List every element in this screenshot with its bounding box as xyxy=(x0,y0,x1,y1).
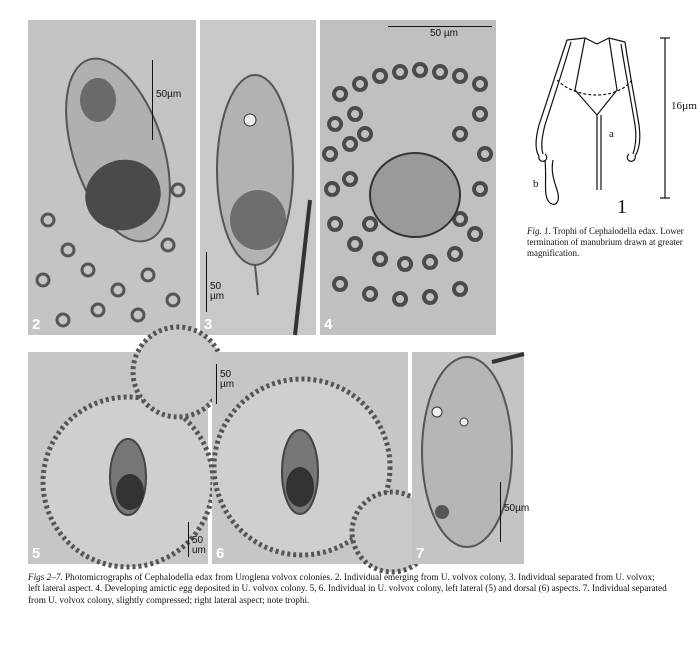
scale-label: 50µm xyxy=(504,503,530,514)
plate-number: 3 xyxy=(204,316,213,333)
plate-6-image xyxy=(212,352,408,564)
plate-2-image xyxy=(28,20,196,335)
scale-bar xyxy=(216,364,217,404)
plate-number: 4 xyxy=(324,316,333,333)
scale-bar xyxy=(388,26,492,27)
plate-4-image xyxy=(320,20,496,335)
scale-label: 50µm xyxy=(156,89,182,100)
fig1-number: 1 xyxy=(617,196,627,218)
scale-label: 50 um xyxy=(192,535,206,556)
fig1-scale-label: 16µm xyxy=(671,100,697,112)
fig1-caption xyxy=(527,226,697,259)
caption-text: Photomicrographs of Cephalodella edax from Uroglena volvox colonies. 2. Individual emerging from U. volvox colony. 3. Individual separated from U. volvox; left lateral aspect. 4. Developing amictic egg deposited in U. volvox colony. 5, 6. Individual in U. volvox colony, left lateral (5) and dorsal (6) aspects. 7. Individual separated from U. volvox colony, slightly compressed; right lateral aspect; note trophi. xyxy=(28,572,667,605)
plate-7-image xyxy=(412,352,530,564)
plate-number: 7 xyxy=(416,545,425,562)
plate-number: 2 xyxy=(32,316,41,333)
plate-6 xyxy=(212,352,408,564)
scale-bar xyxy=(152,60,153,140)
plate-7 xyxy=(412,352,530,564)
scale-label: 50 µm xyxy=(220,369,235,390)
fig1-label-a: a xyxy=(609,128,614,140)
scale-bar xyxy=(500,482,501,542)
plate-3 xyxy=(200,20,316,335)
plate-number: 5 xyxy=(32,545,41,562)
scale-bar xyxy=(206,252,207,312)
fig1-label-b: b xyxy=(533,178,539,190)
fig1-caption-text: Trophi of Cephalodella edax. Lower termination of manubrium drawn at greater magnification. xyxy=(527,226,684,258)
plate-number: 6 xyxy=(216,545,225,562)
scale-label: 50 µm xyxy=(210,281,225,302)
figure-caption xyxy=(28,572,668,606)
plate-4 xyxy=(320,20,496,335)
trophi-drawing xyxy=(517,30,697,230)
caption-label: Figs 2–7. xyxy=(28,572,63,582)
scale-bar xyxy=(188,522,189,557)
plate-5 xyxy=(28,352,208,564)
plate-5-image xyxy=(28,352,208,564)
scale-label: 50 µm xyxy=(430,28,458,39)
figure-1-drawing xyxy=(517,30,697,230)
fig1-caption-label: Fig. 1. xyxy=(527,226,551,236)
plate-2 xyxy=(28,20,196,335)
